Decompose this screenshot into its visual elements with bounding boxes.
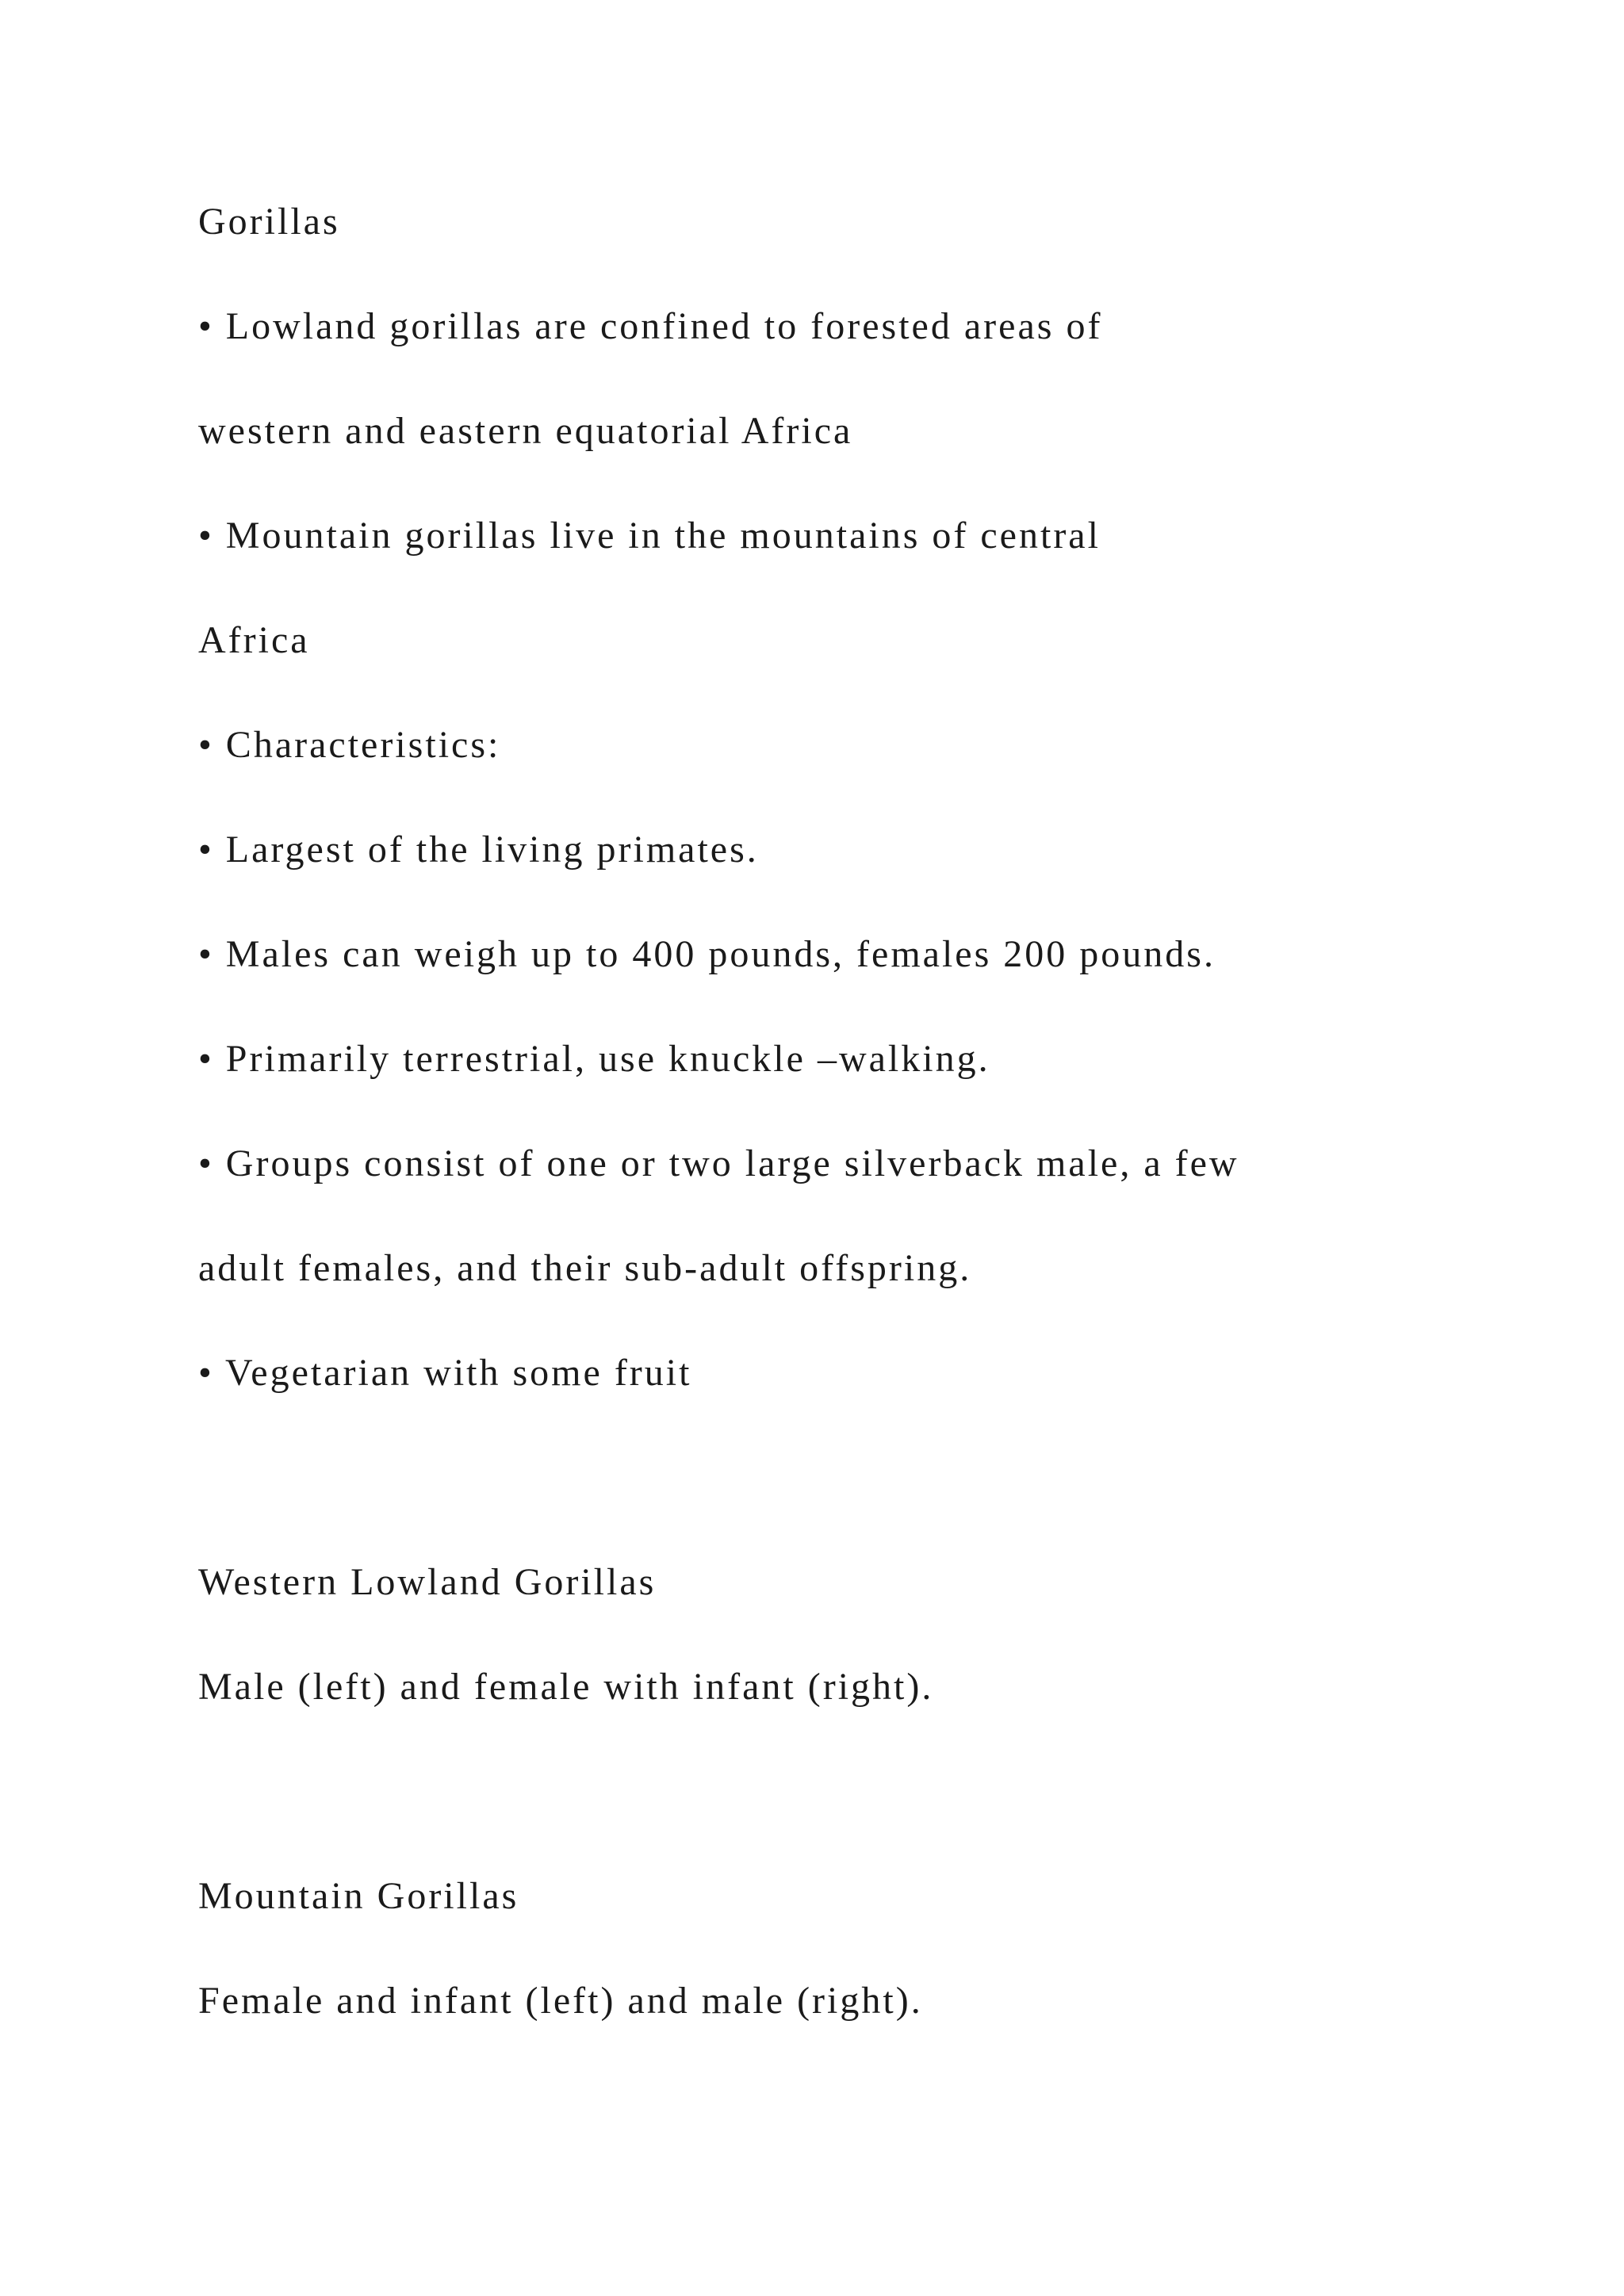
bullet-groups-continued: adult females, and their sub-adult offspring.	[198, 1247, 972, 1289]
bullet-mountain-range: • Mountain gorillas live in the mountains of central	[198, 515, 1101, 557]
section-heading-mountain: Mountain Gorillas	[198, 1875, 519, 1917]
caption-mountain: Female and infant (left) and male (right).	[198, 1980, 923, 2022]
section-heading-gorillas: Gorillas	[198, 201, 340, 243]
bullet-largest-primates: • Largest of the living primates.	[198, 828, 759, 871]
bullet-characteristics: • Characteristics:	[198, 724, 501, 766]
bullet-terrestrial: • Primarily terrestrial, use knuckle –walking.	[198, 1038, 990, 1080]
bullet-diet: • Vegetarian with some fruit	[198, 1352, 692, 1394]
bullet-weight: • Males can weigh up to 400 pounds, females 200 pounds.	[198, 933, 1216, 975]
bullet-groups: • Groups consist of one or two large silverback male, a few	[198, 1142, 1239, 1184]
section-heading-western-lowland: Western Lowland Gorillas	[198, 1561, 657, 1603]
bullet-mountain-range-continued: Africa	[198, 619, 310, 661]
bullet-lowland-range: • Lowland gorillas are confined to forested areas of	[198, 305, 1103, 347]
bullet-lowland-range-continued: western and eastern equatorial Africa	[198, 410, 853, 452]
caption-western-lowland: Male (left) and female with infant (right).	[198, 1666, 934, 1708]
